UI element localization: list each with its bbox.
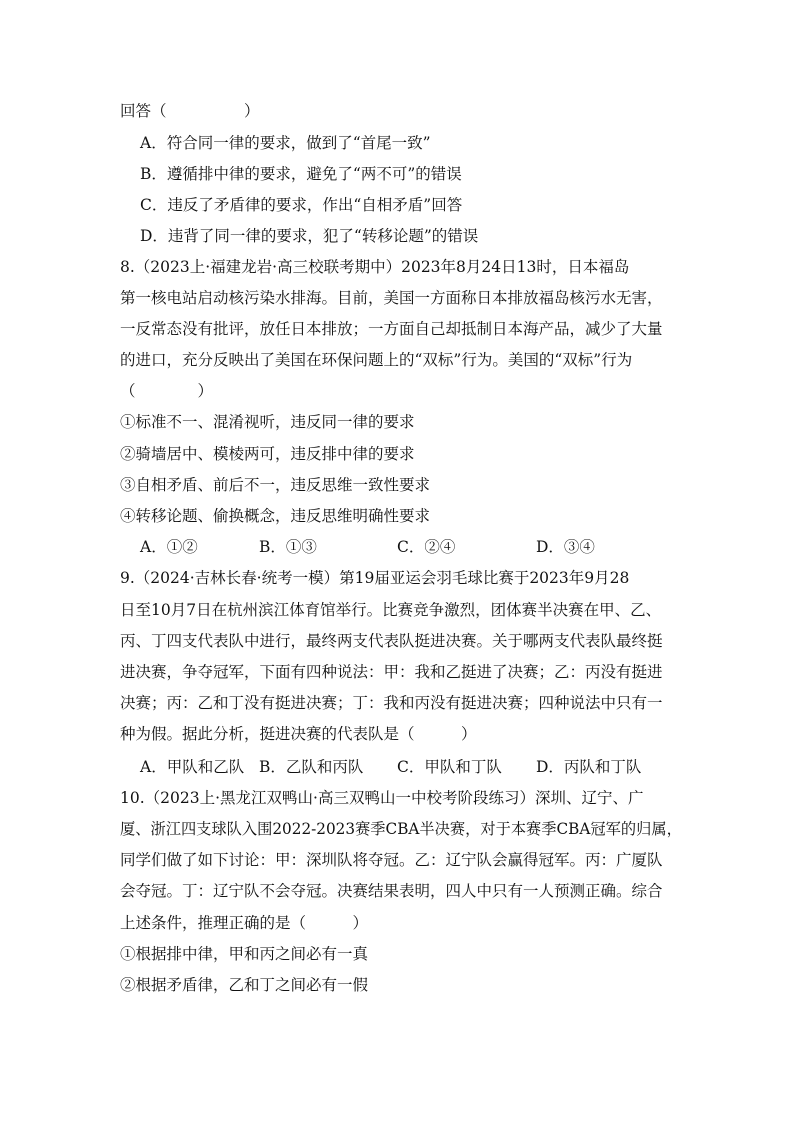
q9-stem-line-2: 日至10月7日在杭州滨江体育馆举行。比赛竞争激烈，团体赛半决赛在甲、乙、 bbox=[120, 601, 662, 619]
q9-option-b: B．乙队和丙队 bbox=[259, 758, 364, 776]
q8-option-c: C．②④ bbox=[397, 538, 456, 556]
q10-stem-line-3: 同学们做了如下讨论：甲：深圳队将夺冠。乙：辽宁队会赢得冠军。丙：广厦队 bbox=[120, 851, 663, 869]
q7-option-b: B．遵循排中律的要求，避免了“两不可”的错误 bbox=[140, 165, 462, 183]
q7-option-c: C．违反了矛盾律的要求，作出“自相矛盾”回答 bbox=[140, 196, 463, 214]
q9-stem-line-5: 决赛；丙：乙和丁没有挺进决赛；丁：我和丙没有挺进决赛；四种说法中只有一 bbox=[120, 694, 663, 712]
q9-option-d: D．丙队和丁队 bbox=[536, 758, 642, 776]
q10-stem-line-1: 10.（2023上·黑龙江双鸭山·高三双鸭山一中校考阶段练习）深圳、辽宁、广 bbox=[120, 789, 644, 807]
q10-stem-line-5: 上述条件，推理正确的是（ ） bbox=[120, 914, 369, 932]
q9-stem-line-4: 进决赛，争夺冠军，下面有四种说法：甲：我和乙挺进了决赛；乙：丙没有挺进 bbox=[120, 663, 663, 681]
q9-stem-line-6: 种为假。据此分析，挺进决赛的代表队是（ ） bbox=[120, 725, 477, 743]
q10-item-1: ①根据排中律，甲和丙之间必有一真 bbox=[120, 945, 369, 963]
q9-stem-line-3: 丙、丁四支代表队中进行，最终两支代表队挺进决赛。关于哪两支代表队最终挺 bbox=[120, 632, 663, 650]
q8-option-a: A．①② bbox=[140, 538, 198, 556]
q8-item-1: ①标准不一、混淆视听，违反同一律的要求 bbox=[120, 413, 415, 431]
q8-item-2: ②骑墙居中、模棱两可，违反排中律的要求 bbox=[120, 445, 415, 463]
q8-answer-paren: （ ） bbox=[120, 382, 214, 400]
q10-stem-line-4: 会夺冠。丁：辽宁队不会夺冠。决赛结果表明，四人中只有一人预测正确。综合 bbox=[120, 882, 663, 900]
q7-tail: 回答（ ） bbox=[120, 102, 260, 120]
q8-stem-line-3: 一反常态没有批评，放任日本排放；一方面自己却抵制日本海产品，减少了大量 bbox=[120, 320, 663, 338]
q9-option-c: C．甲队和丁队 bbox=[397, 758, 502, 776]
q7-option-d: D．违背了同一律的要求，犯了“转移论题”的错误 bbox=[140, 227, 479, 245]
q8-item-3: ③自相矛盾、前后不一，违反思维一致性要求 bbox=[120, 476, 431, 494]
q9-stem-line-1: 9.（2024·吉林长春·统考一模）第19届亚运会羽毛球比赛于2023年9月28 bbox=[120, 569, 630, 587]
q8-option-d: D．③④ bbox=[536, 538, 595, 556]
q8-stem-line-4: 的进口，充分反映出了美国在环保问题上的“双标”行为。美国的“双标”行为 bbox=[120, 351, 633, 369]
q7-option-a: A．符合同一律的要求，做到了“首尾一致” bbox=[140, 134, 431, 152]
q8-item-4: ④转移论题、偷换概念，违反思维明确性要求 bbox=[120, 507, 431, 525]
q9-option-a: A．甲队和乙队 bbox=[140, 758, 245, 776]
q8-stem-line-1: 8.（2023上·福建龙岩·高三校联考期中）2023年8月24日13时，日本福岛 bbox=[120, 258, 630, 276]
q10-item-2: ②根据矛盾律，乙和丁之间必有一假 bbox=[120, 976, 369, 994]
q8-stem-line-2: 第一核电站启动核污染水排海。目前，美国一方面称日本排放福岛核污水无害， bbox=[120, 289, 663, 307]
q10-stem-line-2: 厦、浙江四支球队入围2022-2023赛季CBA半决赛，对于本赛季CBA冠军的归属， bbox=[120, 820, 682, 838]
q8-option-b: B．①③ bbox=[259, 538, 317, 556]
